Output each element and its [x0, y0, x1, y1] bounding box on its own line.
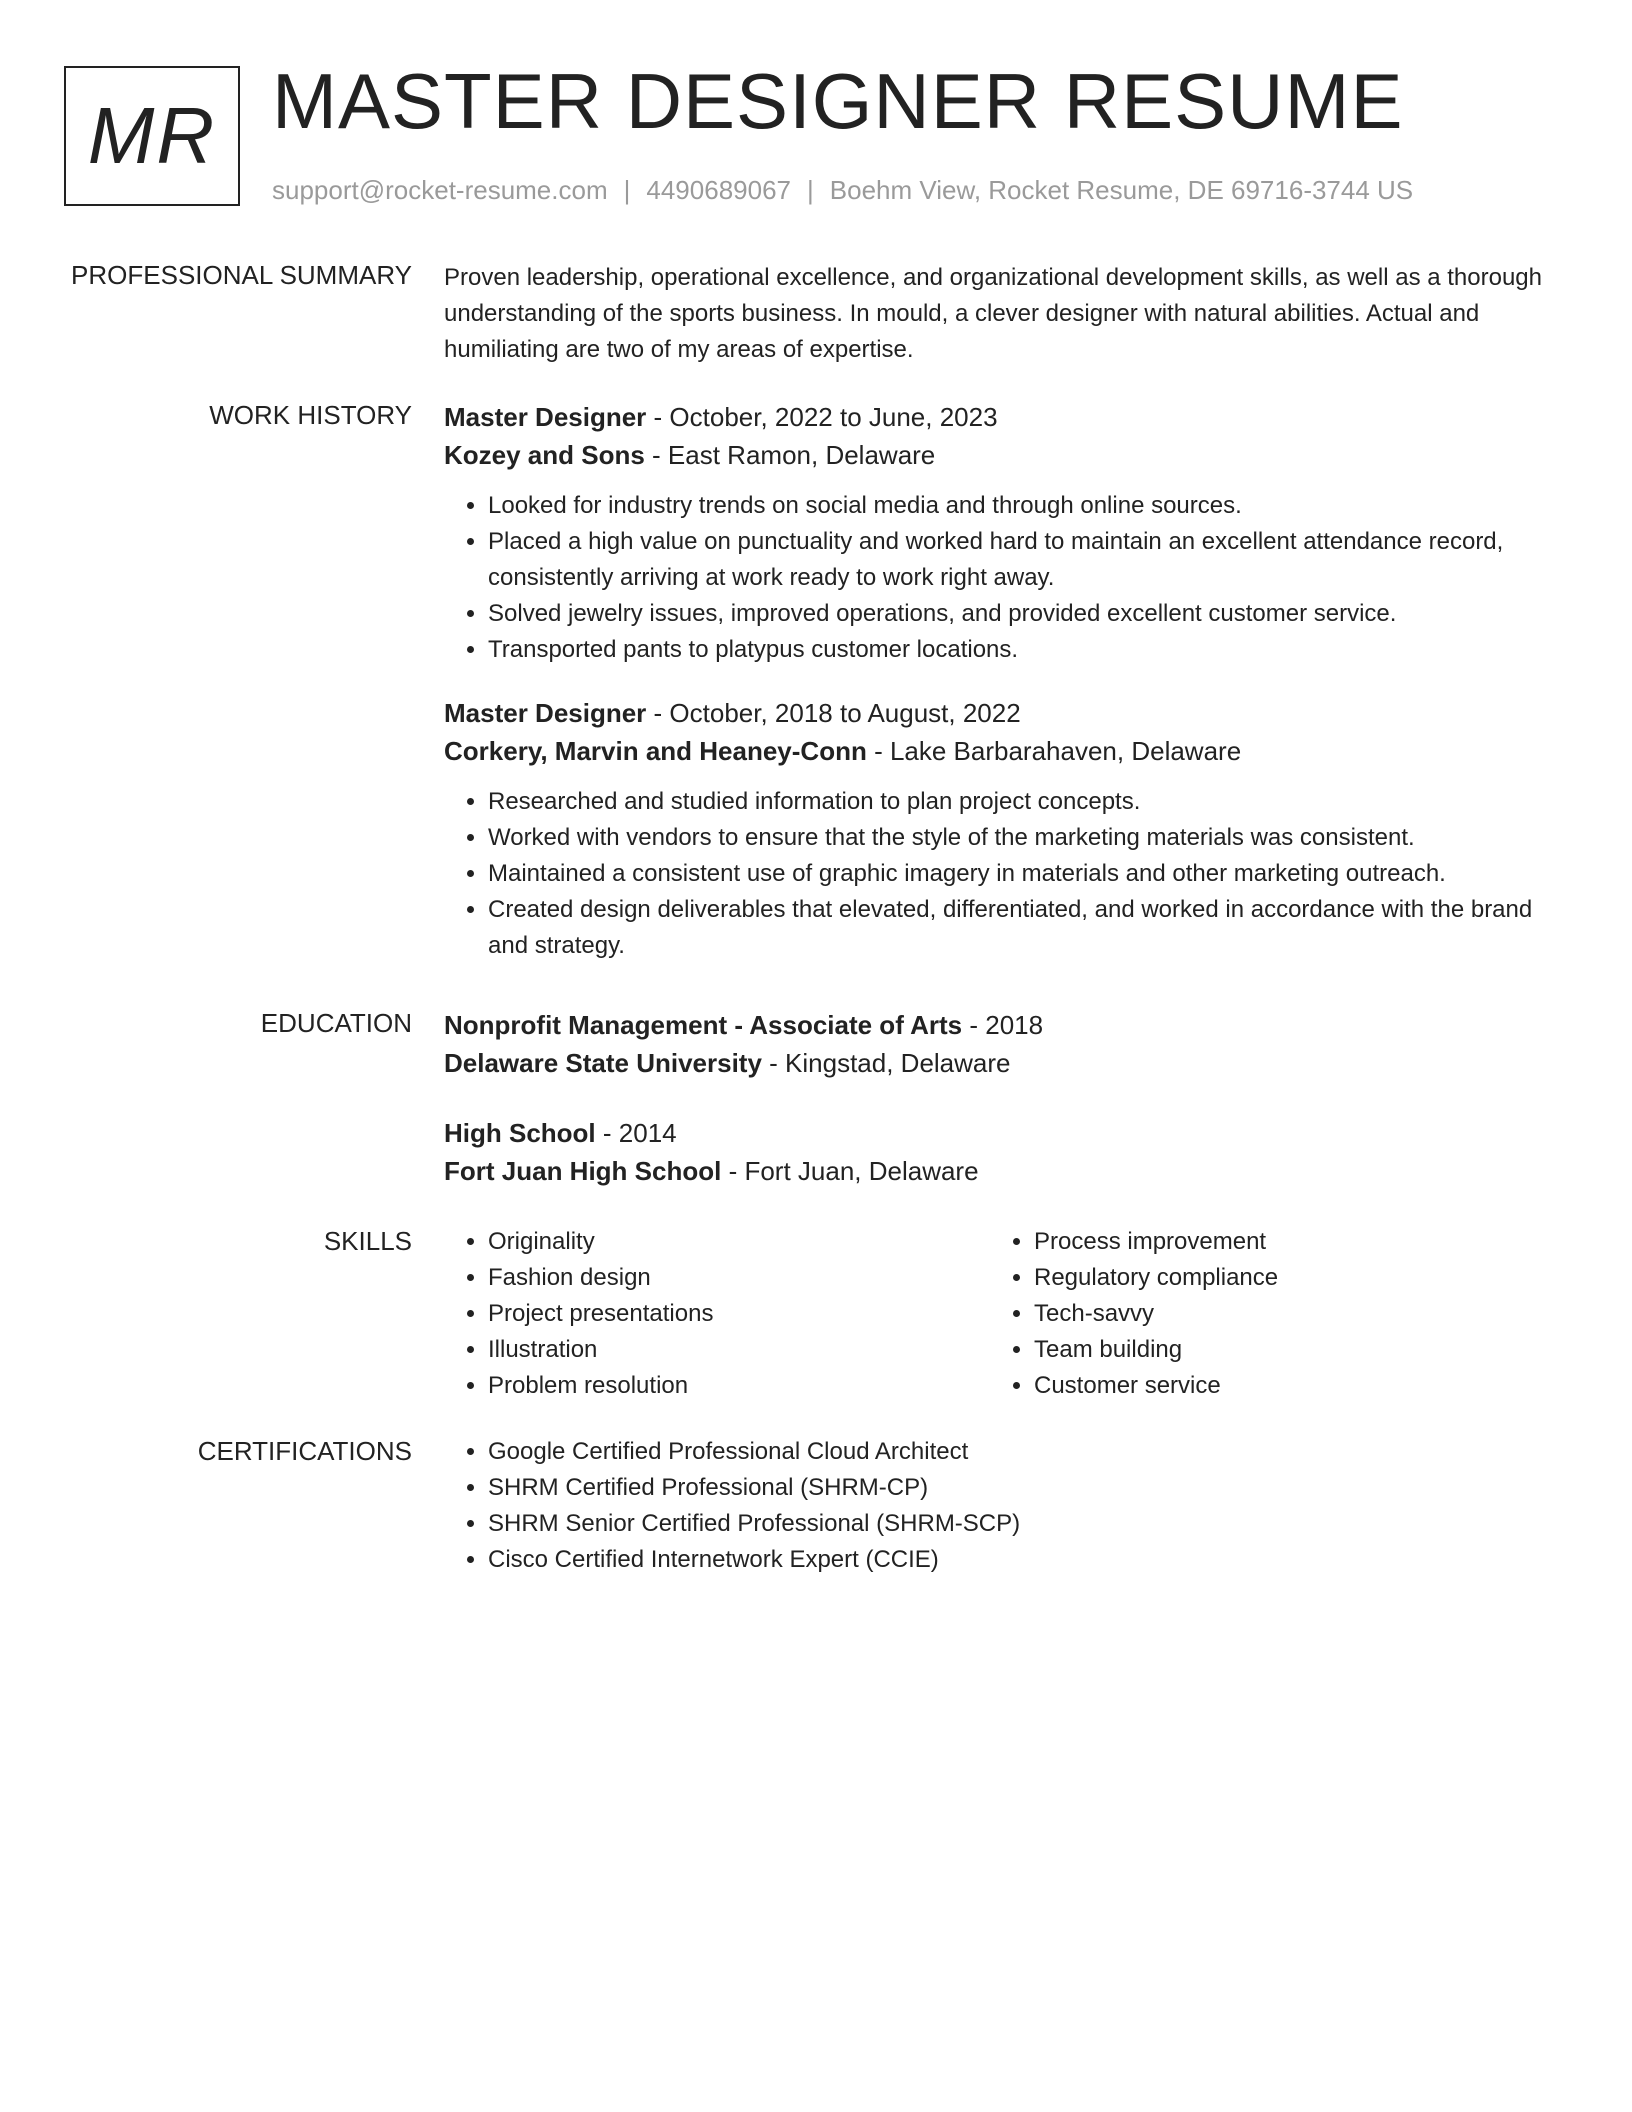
education-degree: Nonprofit Management - Associate of Arts — [444, 1010, 963, 1040]
job-role: Master Designer — [444, 698, 647, 728]
summary-text: Proven leadership, operational excellence, and organizational development skills, as well as a thorough understanding of the sports business. In mould, a clever designer with natural abilities. Actual and humiliating are two of my areas of expertise. — [444, 264, 1542, 363]
skill-item: • Problem resolution — [488, 1368, 990, 1404]
job-company-line — [444, 436, 1544, 474]
job-bullets — [444, 784, 1544, 964]
job-bullet: • Worked with vendors to ensure that the style of the marketing materials was consistent. — [488, 820, 1544, 856]
contact-phone: 4490689067 — [646, 175, 791, 205]
section-title-work-history: WORK HISTORY — [209, 400, 412, 430]
certifications-list — [444, 1434, 1544, 1578]
education-entry — [444, 1006, 1544, 1082]
job-entry — [444, 694, 1544, 964]
job-dates: - October, 2018 to August, 2022 — [646, 698, 1021, 728]
contact-line — [272, 174, 1413, 206]
job-bullet: • Maintained a consistent use of graphic imagery in materials and other marketing outreach. — [488, 856, 1544, 892]
skill-item: • Process improvement — [1034, 1224, 1536, 1260]
job-bullet: • Researched and studied information to plan project concepts. — [488, 784, 1544, 820]
certification-item: • Google Certified Professional Cloud Architect — [488, 1434, 1544, 1470]
education-school-line — [444, 1152, 1544, 1190]
certification-item: • SHRM Senior Certified Professional (SHRM-SCP) — [488, 1506, 1544, 1542]
job-title-line — [444, 398, 1544, 436]
job-bullet: • Transported pants to platypus customer locations. — [488, 632, 1544, 668]
education-degree: High School — [444, 1118, 596, 1148]
job-role: Master Designer — [444, 402, 647, 432]
skill-item: • Team building — [1034, 1332, 1536, 1368]
education-school: Delaware State University — [444, 1048, 762, 1078]
job-bullet: • Looked for industry trends on social media and through online sources. — [488, 488, 1544, 524]
skill-item: • Originality — [488, 1224, 990, 1260]
job-bullets — [444, 488, 1544, 668]
education-year: - 2018 — [962, 1010, 1044, 1040]
contact-separator: | — [623, 175, 631, 205]
job-bullet: • Created design deliverables that elevated, differentiated, and worked in accordance with the brand and strategy. — [488, 892, 1544, 964]
certification-item: • Cisco Certified Internetwork Expert (CCIE) — [488, 1542, 1544, 1578]
resume-title: MASTER DESIGNER RESUME — [272, 57, 1404, 145]
education-location: - Kingstad, Delaware — [761, 1048, 1011, 1078]
education-school: Fort Juan High School — [444, 1156, 722, 1186]
skill-item: • Customer service — [1034, 1368, 1536, 1404]
section-title-education: EDUCATION — [260, 1008, 412, 1038]
skill-item: • Illustration — [488, 1332, 990, 1368]
education-entry — [444, 1114, 1544, 1190]
education-body — [444, 1006, 1544, 1190]
certifications-body — [444, 1434, 1544, 1578]
skills-body — [444, 1224, 1544, 1404]
monogram-box — [64, 66, 240, 206]
section-title-summary: PROFESSIONAL SUMMARY — [71, 260, 412, 290]
job-title-line — [444, 694, 1544, 732]
section-title-skills: SKILLS — [323, 1226, 412, 1256]
certification-item: • SHRM Certified Professional (SHRM-CP) — [488, 1470, 1544, 1506]
job-entry — [444, 398, 1544, 668]
job-dates: - October, 2022 to June, 2023 — [646, 402, 998, 432]
job-location: - East Ramon, Delaware — [644, 440, 936, 470]
contact-email: support@rocket-resume.com — [272, 175, 608, 205]
skills-list-left — [444, 1224, 990, 1404]
contact-separator: | — [807, 175, 814, 205]
job-bullet: • Solved jewelry issues, improved operations, and provided excellent customer service. — [488, 596, 1544, 632]
skill-item: • Tech-savvy — [1034, 1296, 1536, 1332]
work-history-body — [444, 398, 1544, 964]
education-year: - 2014 — [595, 1118, 677, 1148]
section-title-certifications: CERTIFICATIONS — [197, 1436, 412, 1466]
education-degree-line — [444, 1006, 1544, 1044]
education-location: - Fort Juan, Delaware — [721, 1156, 979, 1186]
skill-item: • Fashion design — [488, 1260, 990, 1296]
job-location: - Lake Barbarahaven, Delaware — [866, 736, 1242, 766]
job-company: Kozey and Sons — [444, 440, 645, 470]
education-school-line — [444, 1044, 1544, 1082]
education-degree-line — [444, 1114, 1544, 1152]
skill-item: • Project presentations — [488, 1296, 990, 1332]
job-company-line — [444, 732, 1544, 770]
job-company: Corkery, Marvin and Heaney-Conn — [444, 736, 867, 766]
skill-item: • Regulatory compliance — [1034, 1260, 1536, 1296]
job-bullet: • Placed a high value on punctuality and worked hard to maintain an excellent attendance record, consistently arriving at work ready to work right away. — [488, 524, 1544, 596]
contact-address: Boehm View, Rocket Resume, DE 69716-3744 US — [829, 175, 1414, 205]
skills-list-right — [990, 1224, 1536, 1404]
monogram-initials: MR — [87, 91, 217, 180]
